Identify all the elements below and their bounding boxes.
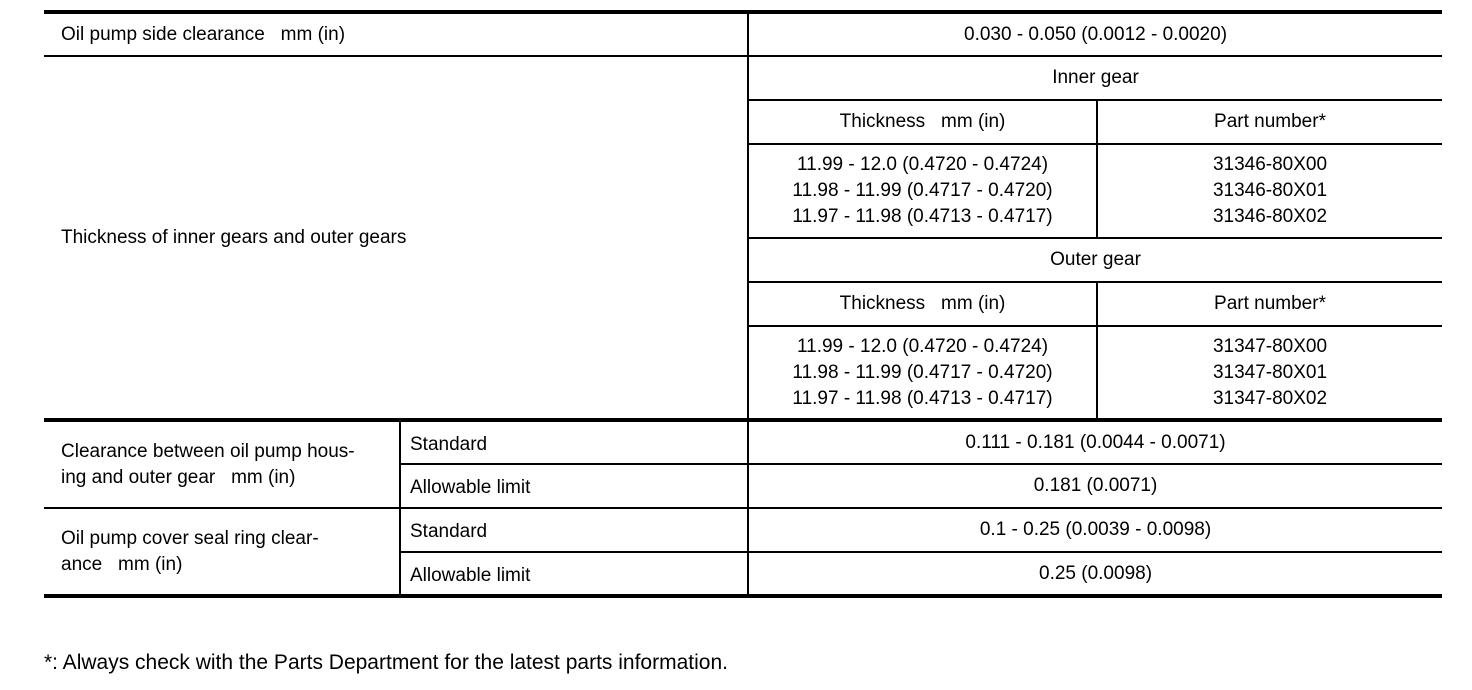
seal-standard-label: Standard <box>400 508 748 552</box>
row-seal-standard <box>44 508 1442 552</box>
housing-clearance-label <box>44 420 400 508</box>
inner-part-3: 31346-80X02 <box>1212 206 1328 227</box>
outer-thickness-3: 11.97 - 11.98 (0.4713 - 0.4717) <box>792 387 1053 409</box>
outer-thickness-header: Thickness mm (in) <box>748 282 1097 326</box>
seal-standard-value: 0.1 - 0.25 (0.0039 - 0.0098) <box>748 508 1442 552</box>
side-clearance-label: Oil pump side clearance mm (in) <box>44 12 748 56</box>
seal-limit-label: Allowable limit <box>400 552 748 596</box>
inner-thickness-header: Thickness mm (in) <box>748 100 1097 144</box>
inner-part-2: 31346-80X01 <box>1212 180 1328 201</box>
outer-part-2: 31347-80X01 <box>1212 361 1328 383</box>
spec-table <box>44 10 1442 598</box>
outer-part-1: 31347-80X00 <box>1212 335 1328 357</box>
inner-thickness-1: 11.99 - 12.0 (0.4720 - 0.4724) <box>796 154 1049 175</box>
inner-thickness-2: 11.98 - 11.99 (0.4717 - 0.4720) <box>792 180 1053 201</box>
outer-thickness-2: 11.98 - 11.99 (0.4717 - 0.4720) <box>792 361 1053 383</box>
inner-part-1: 31346-80X00 <box>1212 154 1328 175</box>
housing-limit-label: Allowable limit <box>400 464 748 508</box>
inner-gear-title: Inner gear <box>748 56 1442 100</box>
seal-limit-value: 0.25 (0.0098) <box>748 552 1442 596</box>
row-side-clearance <box>44 12 1442 56</box>
housing-standard-value: 0.111 - 0.181 (0.0044 - 0.0071) <box>748 420 1442 464</box>
seal-ring-label-1: Oil pump cover seal ring clear- <box>61 527 319 549</box>
inner-part-values <box>1097 144 1442 238</box>
housing-clearance-label-1: Clearance between oil pump hous- <box>61 440 355 462</box>
footnote: *: Always check with the Parts Department for the latest parts information. <box>44 651 728 674</box>
row-inner-gear-title <box>44 56 1442 100</box>
outer-thickness-1: 11.99 - 12.0 (0.4720 - 0.4724) <box>796 335 1049 357</box>
gear-thickness-label: Thickness of inner gears and outer gears <box>44 56 748 420</box>
housing-clearance-label-2: ing and outer gear mm (in) <box>61 466 296 488</box>
housing-standard-label: Standard <box>400 420 748 464</box>
row-housing-standard <box>44 420 1442 464</box>
side-clearance-value: 0.030 - 0.050 (0.0012 - 0.0020) <box>748 12 1442 56</box>
outer-gear-title: Outer gear <box>748 238 1442 282</box>
outer-part-header: Part number* <box>1097 282 1442 326</box>
inner-part-header: Part number* <box>1097 100 1442 144</box>
housing-limit-value: 0.181 (0.0071) <box>748 464 1442 508</box>
inner-thickness-values <box>748 144 1097 238</box>
outer-thickness-values <box>748 326 1097 420</box>
inner-thickness-3: 11.97 - 11.98 (0.4713 - 0.4717) <box>792 206 1053 227</box>
outer-part-values <box>1097 326 1442 420</box>
seal-ring-label-2: ance mm (in) <box>61 553 183 575</box>
seal-ring-label <box>44 508 400 596</box>
outer-part-3: 31347-80X02 <box>1212 387 1328 409</box>
